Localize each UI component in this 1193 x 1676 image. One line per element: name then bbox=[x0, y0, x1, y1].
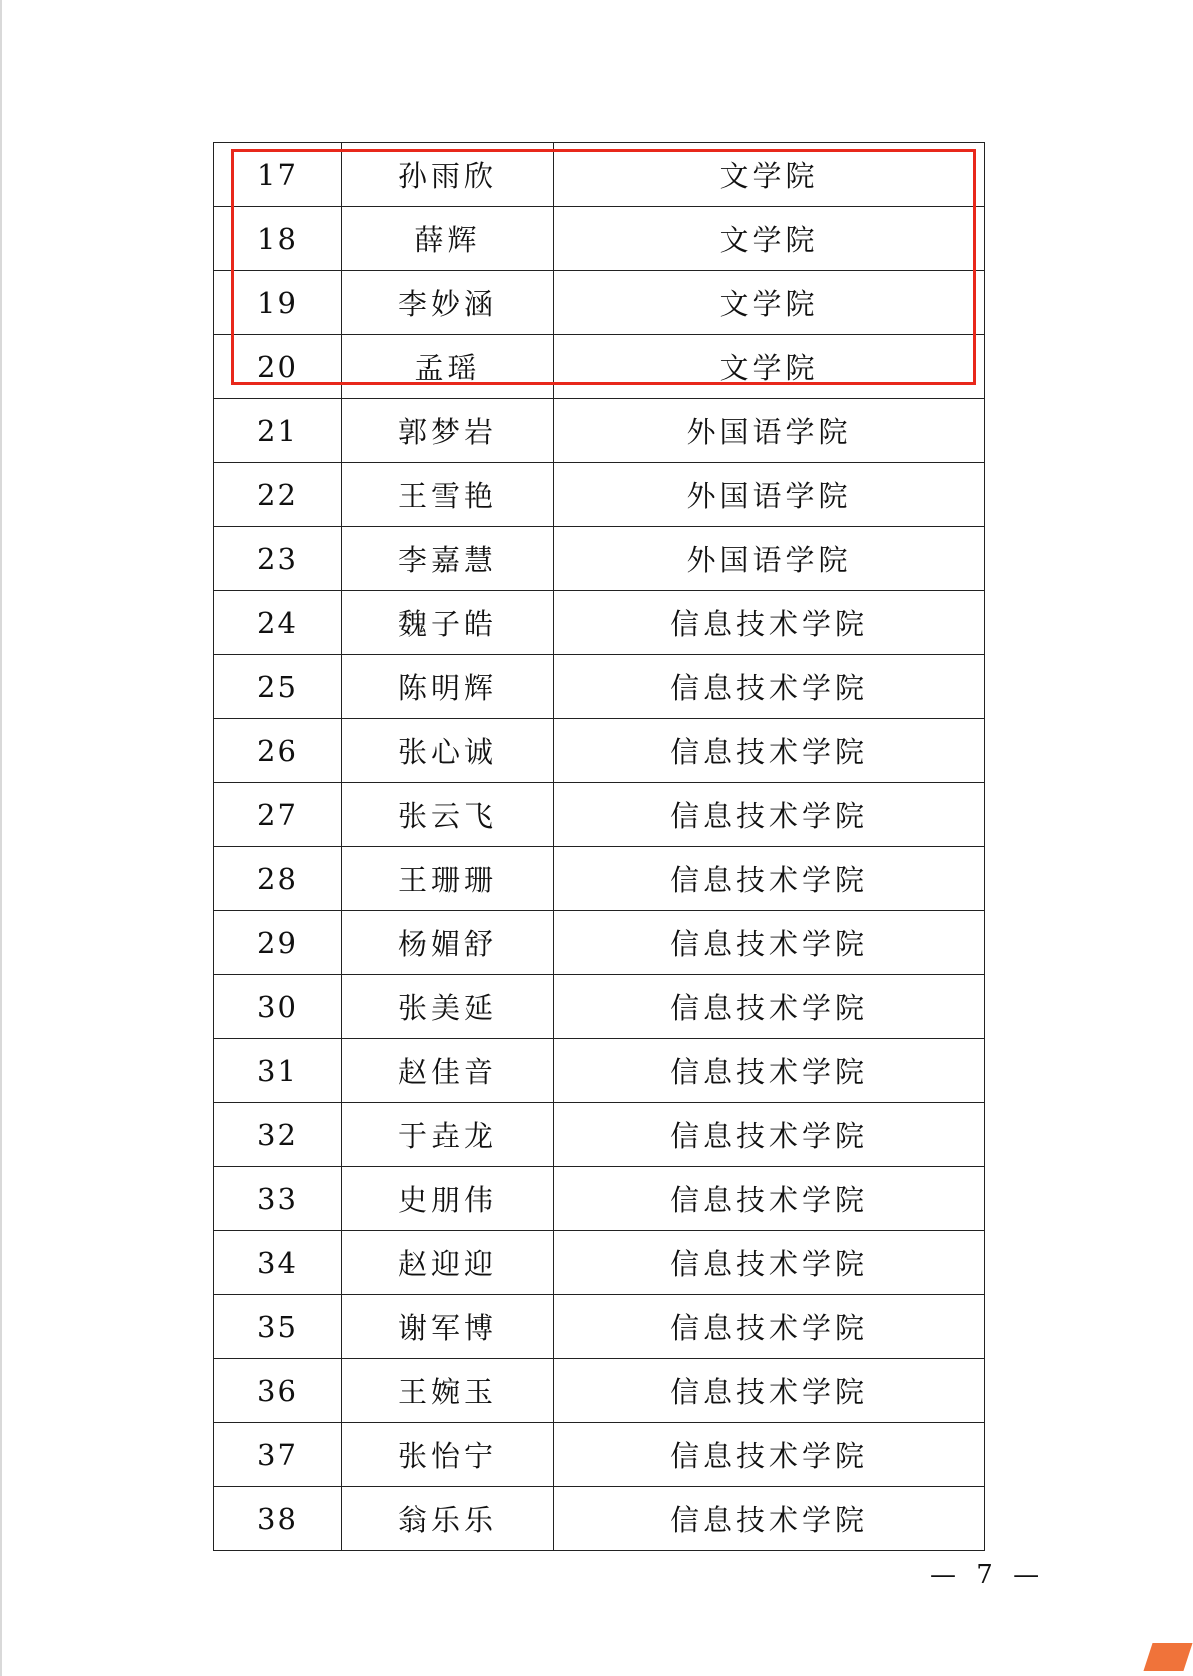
student-name: 孙雨欣 bbox=[342, 143, 554, 207]
student-name: 王雪艳 bbox=[342, 463, 554, 527]
student-name: 郭梦岩 bbox=[342, 399, 554, 463]
table-row bbox=[214, 271, 985, 335]
student-name: 杨媚舒 bbox=[342, 911, 554, 975]
table-row bbox=[214, 591, 985, 655]
row-number: 36 bbox=[214, 1359, 342, 1423]
table-row bbox=[214, 207, 985, 271]
corner-tab bbox=[1143, 1643, 1192, 1671]
student-name: 翁乐乐 bbox=[342, 1487, 554, 1551]
row-number: 27 bbox=[214, 783, 342, 847]
row-number: 21 bbox=[214, 399, 342, 463]
student-name: 王婉玉 bbox=[342, 1359, 554, 1423]
student-name: 谢军博 bbox=[342, 1295, 554, 1359]
student-name: 于垚龙 bbox=[342, 1103, 554, 1167]
row-number: 24 bbox=[214, 591, 342, 655]
college-name: 外国语学院 bbox=[554, 463, 985, 527]
college-name: 信息技术学院 bbox=[554, 1295, 985, 1359]
row-number: 22 bbox=[214, 463, 342, 527]
row-number: 35 bbox=[214, 1295, 342, 1359]
row-number: 37 bbox=[214, 1423, 342, 1487]
college-name: 文学院 bbox=[554, 143, 985, 207]
table-row bbox=[214, 1167, 985, 1231]
student-name: 张云飞 bbox=[342, 783, 554, 847]
student-name: 史朋伟 bbox=[342, 1167, 554, 1231]
row-number: 34 bbox=[214, 1231, 342, 1295]
row-number: 19 bbox=[214, 271, 342, 335]
row-number: 26 bbox=[214, 719, 342, 783]
table-row bbox=[214, 463, 985, 527]
table-row bbox=[214, 1295, 985, 1359]
college-name: 外国语学院 bbox=[554, 527, 985, 591]
table-row bbox=[214, 399, 985, 463]
table-row bbox=[214, 911, 985, 975]
college-name: 信息技术学院 bbox=[554, 1423, 985, 1487]
student-name: 李嘉慧 bbox=[342, 527, 554, 591]
table-body bbox=[214, 143, 985, 1551]
college-name: 信息技术学院 bbox=[554, 1039, 985, 1103]
row-number: 32 bbox=[214, 1103, 342, 1167]
table-row bbox=[214, 1359, 985, 1423]
table-row bbox=[214, 1487, 985, 1551]
college-name: 信息技术学院 bbox=[554, 591, 985, 655]
student-name: 孟瑶 bbox=[342, 335, 554, 399]
college-name: 信息技术学院 bbox=[554, 847, 985, 911]
college-name: 信息技术学院 bbox=[554, 719, 985, 783]
college-name: 文学院 bbox=[554, 207, 985, 271]
table-row bbox=[214, 335, 985, 399]
table-row bbox=[214, 143, 985, 207]
college-name: 信息技术学院 bbox=[554, 1103, 985, 1167]
row-number: 29 bbox=[214, 911, 342, 975]
college-name: 信息技术学院 bbox=[554, 975, 985, 1039]
table-row bbox=[214, 527, 985, 591]
college-name: 信息技术学院 bbox=[554, 783, 985, 847]
table-row bbox=[214, 1423, 985, 1487]
row-number: 28 bbox=[214, 847, 342, 911]
student-name: 王珊珊 bbox=[342, 847, 554, 911]
row-number: 18 bbox=[214, 207, 342, 271]
student-name: 魏子皓 bbox=[342, 591, 554, 655]
table-row bbox=[214, 1103, 985, 1167]
student-name: 赵迎迎 bbox=[342, 1231, 554, 1295]
college-name: 文学院 bbox=[554, 335, 985, 399]
table-row bbox=[214, 1039, 985, 1103]
student-name: 薛辉 bbox=[342, 207, 554, 271]
student-name: 张美延 bbox=[342, 975, 554, 1039]
table-row bbox=[214, 1231, 985, 1295]
college-name: 文学院 bbox=[554, 271, 985, 335]
college-name: 外国语学院 bbox=[554, 399, 985, 463]
table-row bbox=[214, 783, 985, 847]
row-number: 38 bbox=[214, 1487, 342, 1551]
row-number: 31 bbox=[214, 1039, 342, 1103]
row-number: 25 bbox=[214, 655, 342, 719]
student-name: 张心诚 bbox=[342, 719, 554, 783]
table-row bbox=[214, 719, 985, 783]
student-name: 赵佳音 bbox=[342, 1039, 554, 1103]
college-name: 信息技术学院 bbox=[554, 655, 985, 719]
college-name: 信息技术学院 bbox=[554, 1359, 985, 1423]
college-name: 信息技术学院 bbox=[554, 1231, 985, 1295]
student-name: 李妙涵 bbox=[342, 271, 554, 335]
page-left-edge bbox=[0, 0, 2, 1676]
row-number: 23 bbox=[214, 527, 342, 591]
student-name: 陈明辉 bbox=[342, 655, 554, 719]
page-number: — 7 — bbox=[930, 1560, 1046, 1590]
college-name: 信息技术学院 bbox=[554, 1487, 985, 1551]
table-row bbox=[214, 847, 985, 911]
row-number: 20 bbox=[214, 335, 342, 399]
table-row bbox=[214, 655, 985, 719]
name-list-table bbox=[213, 142, 985, 1551]
row-number: 30 bbox=[214, 975, 342, 1039]
row-number: 17 bbox=[214, 143, 342, 207]
row-number: 33 bbox=[214, 1167, 342, 1231]
table-row bbox=[214, 975, 985, 1039]
student-name: 张怡宁 bbox=[342, 1423, 554, 1487]
college-name: 信息技术学院 bbox=[554, 911, 985, 975]
college-name: 信息技术学院 bbox=[554, 1167, 985, 1231]
